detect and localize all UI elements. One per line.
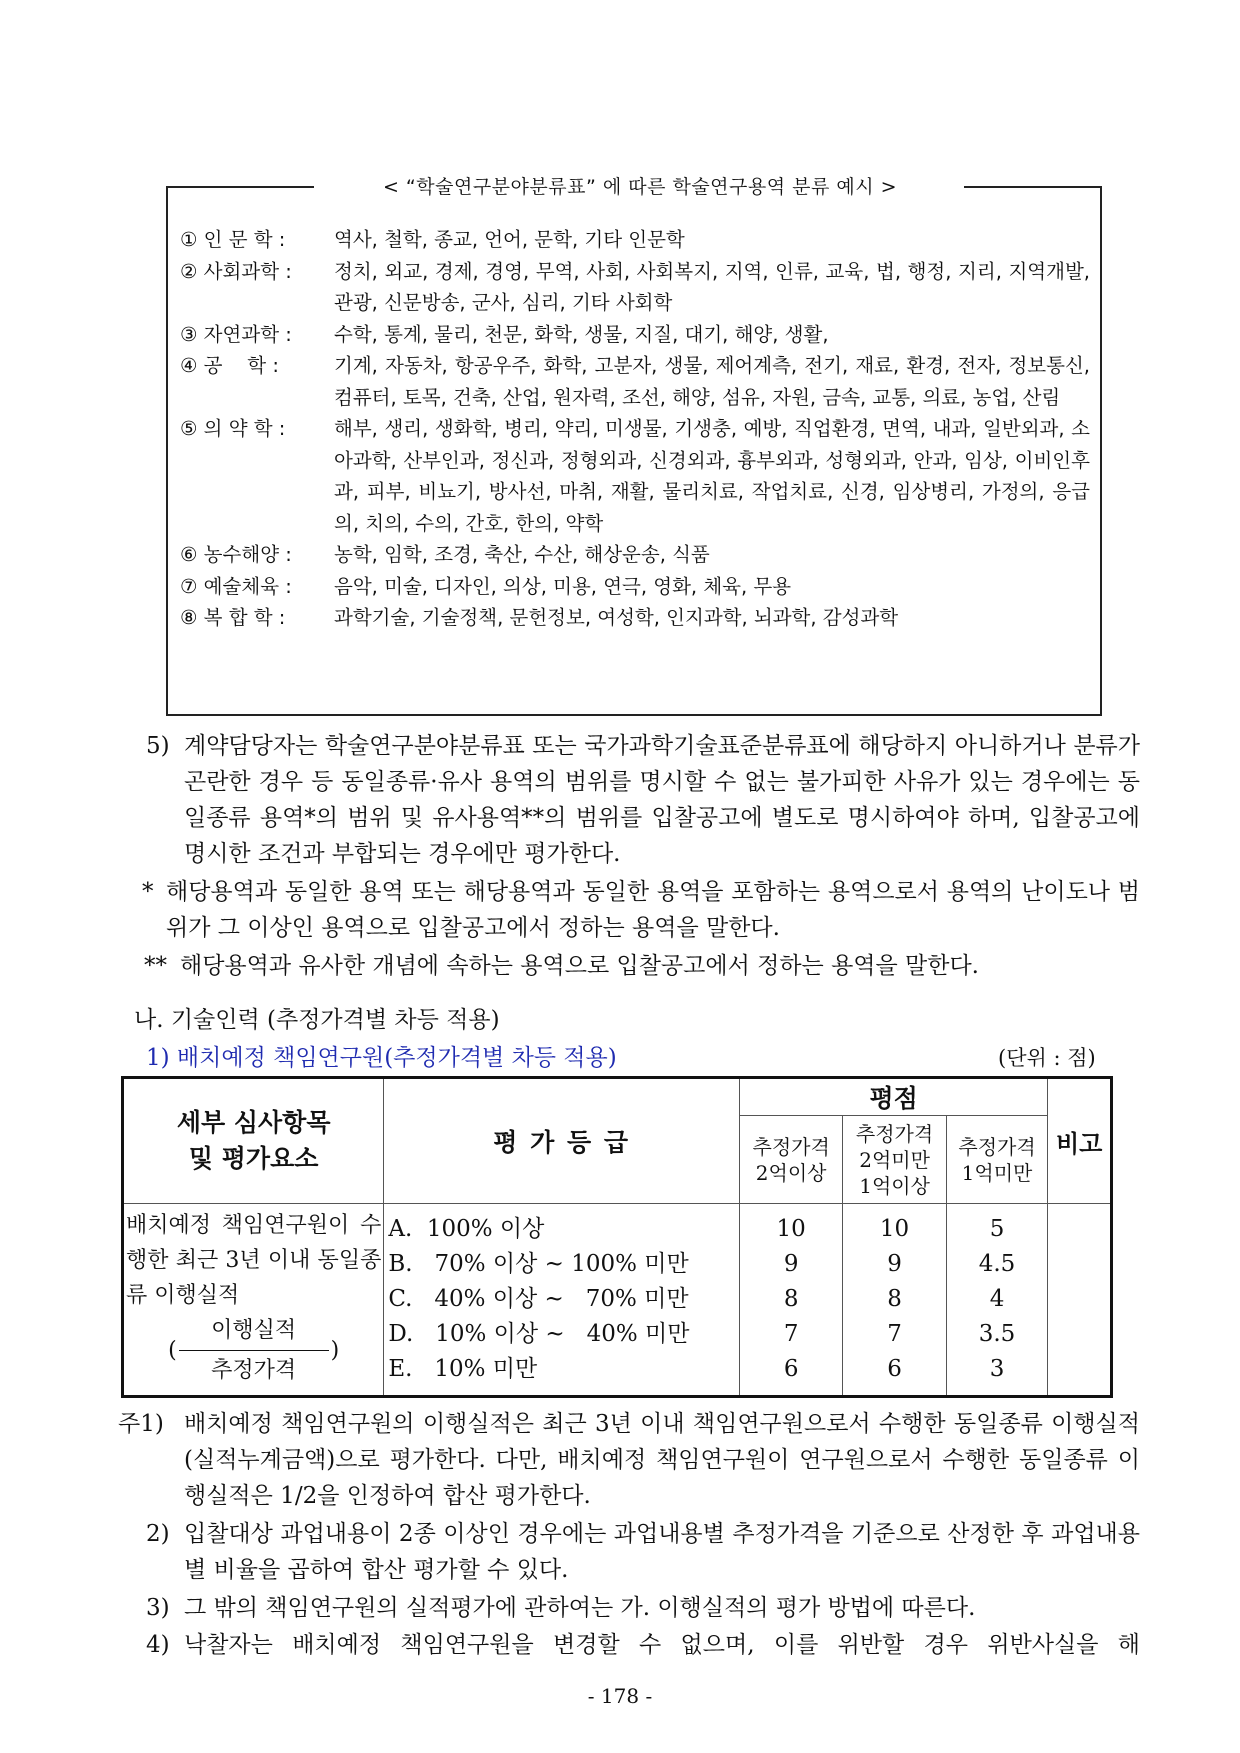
note-3-number: 3) bbox=[146, 1595, 170, 1621]
unit-label: (단위 : 점) bbox=[998, 1046, 1096, 1070]
classification-row bbox=[180, 602, 1090, 634]
evaluation-table bbox=[121, 1076, 1113, 1398]
score-column-1 bbox=[739, 1204, 842, 1397]
fraction-denominator: 추정가격 bbox=[211, 1358, 297, 1383]
score-value: 3.5 bbox=[978, 1321, 1016, 1347]
score-column-2 bbox=[843, 1204, 946, 1397]
note-2-text: 입찰대상 과업내용이 2종 이상인 경우에는 과업내용별 추정가격을 기준으로 산정한 후 과업내용별 비율을 곱하여 합산 평가할 수 있다. bbox=[184, 1521, 1140, 1583]
fraction-formula bbox=[124, 1313, 383, 1388]
classification-field-subjects: 농학, 임학, 조경, 축산, 수산, 해상운송, 식품 bbox=[334, 543, 710, 566]
score-value: 4 bbox=[989, 1286, 1005, 1312]
classification-field-subjects: 정치, 외교, 경제, 경영, 무역, 사회, 사회복지, 지역, 인류, 교육, 법, 행정, 지리, 지역개발, 관광, 신문방송, 군사, 심리, 기타 사회학 bbox=[334, 259, 1090, 314]
classification-title: < “학술연구분야분류표” 에 따른 학술연구용역 분류 예시 > bbox=[382, 176, 898, 198]
header-item: 세부 심사항목 및 평가요소 bbox=[123, 1078, 384, 1204]
header-note: 비고 bbox=[1048, 1078, 1112, 1204]
paren-left: ( bbox=[168, 1338, 177, 1363]
header-grade: 평 가 등 급 bbox=[384, 1078, 740, 1204]
classification-row bbox=[180, 571, 1090, 603]
item-5-text: 계약담당자는 학술연구분야분류표 또는 국가과학기술표준분류표에 해당하지 아니하거나 분류가 곤란한 경우 등 동일종류·유사 용역의 범위를 명시할 수 없는 불가피한 사유가 있는 경우에는 동일종류 용역*의 범위 및 유사용역**의 범위를 입찰공고에 별도로 명시하여야 하며, 입찰공고에 명시한 조건과 부합되는 경우에만 평가한다. bbox=[184, 733, 1140, 867]
classification-field-subjects: 수학, 통계, 물리, 천문, 화학, 생물, 지질, 대기, 해양, 생활, bbox=[334, 322, 829, 346]
classification-field-name: ② 사회과학 : bbox=[180, 259, 298, 283]
classification-field-name: ④ 공 학 : bbox=[180, 354, 286, 377]
score-value: 8 bbox=[887, 1286, 902, 1312]
classification-list bbox=[180, 224, 1090, 634]
grade-row: B. 70% 이상 ~ 100% 미만 bbox=[388, 1251, 689, 1277]
score-col-header: 추정가격 2억미만 1억이상 bbox=[843, 1116, 946, 1204]
score-value: 9 bbox=[783, 1251, 799, 1277]
score-value: 7 bbox=[887, 1321, 902, 1347]
classification-field-subjects: 역사, 철학, 종교, 언어, 문학, 기타 인문학 bbox=[334, 228, 685, 251]
classification-row bbox=[180, 539, 1090, 571]
note-1-number: 주1) bbox=[118, 1411, 164, 1437]
classification-field-name: ③ 자연과학 : bbox=[180, 322, 298, 346]
page-number: - 178 - bbox=[587, 1684, 653, 1708]
classification-row bbox=[180, 224, 1090, 256]
score-value: 8 bbox=[783, 1286, 799, 1312]
classification-field-name: ① 인 문 학 : bbox=[180, 228, 292, 251]
classification-field-subjects: 해부, 생리, 생화학, 병리, 약리, 미생물, 기생충, 예방, 직업환경, 면역, 내과, 일반외과, 소아과학, 산부인과, 정신과, 정형외과, 신경외과, 흉부외과, 성형외과, 안과, 임상, 이비인후과, 피부, 비뇨기, 방사선, 마취, 재활, 물리치료, 작업치료, 신경, 임상병리, 가정의, 응급의, 치의, 수의, 간호, 한의, 약학 bbox=[334, 417, 1090, 535]
note-4-text: 낙찰자는 배치예정 책임연구원을 변경할 수 없으며, 이를 위반할 경우 위반사실을 해 bbox=[184, 1632, 1140, 1658]
classification-field-name: ⑧ 복 합 학 : bbox=[180, 606, 292, 629]
grade-row: D. 10% 이상 ~ 40% 미만 bbox=[388, 1321, 690, 1347]
double-star-note-text: 해당용역과 유사한 개념에 속하는 용역으로 입찰공고에서 정하는 용역을 말한다. bbox=[180, 953, 979, 979]
evaluation-item-cell bbox=[123, 1204, 384, 1397]
paren-right: ) bbox=[330, 1338, 340, 1363]
grade-row: A. 100% 이상 bbox=[388, 1216, 545, 1242]
fraction-bar bbox=[179, 1350, 329, 1351]
star-note-text: 해당용역과 동일한 용역 또는 해당용역과 동일한 용역을 포함하는 용역으로서 용역의 난이도나 범위가 그 이상인 용역으로 입찰공고에서 정하는 용역을 말한다. bbox=[166, 879, 1140, 941]
score-value: 7 bbox=[783, 1321, 799, 1347]
classification-row bbox=[180, 413, 1090, 539]
note-3-text: 그 밖의 책임연구원의 실적평가에 관하여는 가. 이행실적의 평가 방법에 따른다. bbox=[184, 1595, 976, 1621]
subsection-heading: 1) 배치예정 책임연구원(추정가격별 차등 적용) bbox=[146, 1045, 617, 1071]
grade-list-cell bbox=[384, 1204, 740, 1397]
grade-row: E. 10% 미만 bbox=[388, 1356, 538, 1382]
score-column-3 bbox=[946, 1204, 1047, 1397]
score-value: 3 bbox=[989, 1356, 1005, 1382]
classification-row bbox=[180, 350, 1090, 413]
score-value: 4.5 bbox=[978, 1251, 1016, 1277]
score-value: 6 bbox=[887, 1356, 902, 1382]
classification-field-subjects: 음악, 미술, 디자인, 의상, 미용, 연극, 영화, 체육, 무용 bbox=[334, 574, 792, 598]
score-value: 9 bbox=[887, 1251, 902, 1277]
score-value: 5 bbox=[989, 1216, 1005, 1242]
classification-row bbox=[180, 319, 1090, 351]
classification-field-name: ⑤ 의 약 학 : bbox=[180, 417, 292, 440]
classification-field-subjects: 과학기술, 기술정책, 문헌정보, 여성학, 인지과학, 뇌과학, 감성과학 bbox=[334, 606, 899, 629]
score-value: 10 bbox=[776, 1216, 806, 1242]
classification-field-name: ⑥ 농수해양 : bbox=[180, 543, 298, 566]
double-star-mark: ** bbox=[144, 953, 167, 979]
header-score: 평점 bbox=[739, 1078, 1047, 1116]
fraction-numerator: 이행실적 bbox=[211, 1318, 297, 1343]
score-col-header: 추정가격 2억이상 bbox=[739, 1116, 842, 1204]
score-col-header: 추정가격 1억미만 bbox=[946, 1116, 1047, 1204]
classification-field-subjects: 기계, 자동차, 항공우주, 화학, 고분자, 생물, 제어계측, 전기, 재료, 환경, 전자, 정보통신, 컴퓨터, 토목, 건축, 산업, 원자력, 조선, 해양, 섬유, 자원, 금속, 교통, 의료, 농업, 산림 bbox=[334, 354, 1090, 409]
section-heading: 나. 기술인력 (추정가격별 차등 적용) bbox=[134, 1007, 500, 1033]
score-value: 10 bbox=[879, 1216, 910, 1242]
classification-row bbox=[180, 256, 1090, 319]
item-5-number: 5) bbox=[146, 733, 170, 759]
note-2-number: 2) bbox=[146, 1521, 170, 1547]
score-value: 6 bbox=[783, 1356, 799, 1382]
note-1-text: 배치예정 책임연구원의 이행실적은 최근 3년 이내 책임연구원으로서 수행한 동일종류 이행실적(실적누계금액)으로 평가한다. 다만, 배치예정 책임연구원이 연구원으로서 수행한 동일종류 이행실적은 1/2을 인정하여 합산 평가한다. bbox=[184, 1411, 1140, 1509]
evaluation-item-text: 배치예정 책임연구원이 수행한 최근 3년 이내 동일종류 이행실적 bbox=[126, 1213, 382, 1308]
grade-row: C. 40% 이상 ~ 70% 미만 bbox=[388, 1286, 689, 1312]
note-cell bbox=[1048, 1204, 1112, 1397]
classification-field-name: ⑦ 예술체육 : bbox=[180, 574, 298, 598]
note-4-number: 4) bbox=[146, 1632, 170, 1658]
star-mark: * bbox=[142, 879, 154, 905]
